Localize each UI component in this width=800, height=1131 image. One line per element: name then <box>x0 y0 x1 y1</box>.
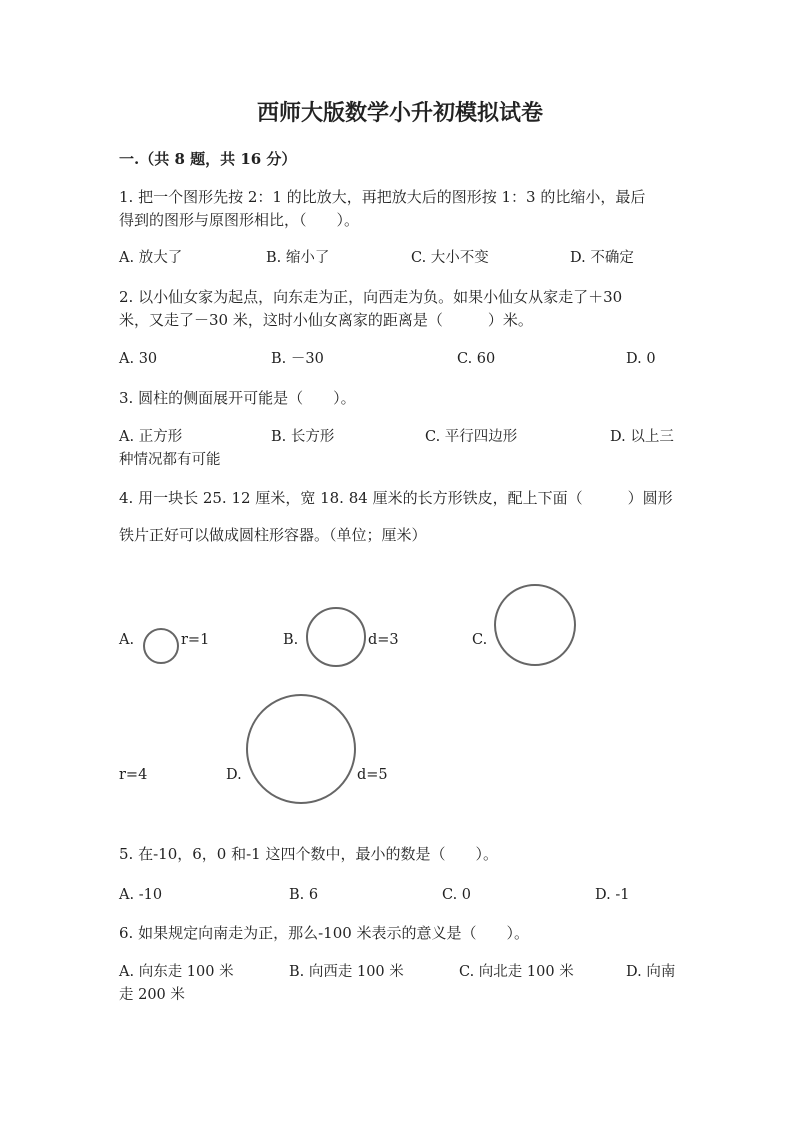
circle-d-figure <box>246 694 356 804</box>
question-2-line-1: 2. 以小仙女家为起点，向东走为正，向西走为负。如果小仙女从家走了＋30 <box>119 288 623 306</box>
question-3-option-c[interactable]: C. 平行四边形 <box>425 429 518 445</box>
question-2-option-b[interactable]: B. －30 <box>271 351 324 367</box>
question-2-option-a[interactable]: A. 30 <box>119 351 158 367</box>
question-6-option-a[interactable]: A. 向东走 100 米 <box>119 964 234 980</box>
question-5-option-b[interactable]: B. 6 <box>289 887 319 903</box>
circle-a-figure <box>143 628 179 664</box>
question-2-line-2: 米，又走了－30 米，这时小仙女离家的距离是（ ）米。 <box>119 311 533 329</box>
question-4-option-a-label[interactable]: A. <box>119 632 135 648</box>
question-3-option-b[interactable]: B. 长方形 <box>271 429 335 445</box>
question-4-option-b-label[interactable]: B. <box>283 632 299 648</box>
question-3-option-a[interactable]: A. 正方形 <box>119 429 183 445</box>
question-4-line-2: 铁片正好可以做成圆柱形容器。（单位；厘米） <box>119 526 427 544</box>
question-1-option-a[interactable]: A. 放大了 <box>119 250 183 266</box>
question-3-option-d-continued: 种情况都有可能 <box>119 452 221 468</box>
circle-b-figure <box>306 607 366 667</box>
question-3-option-d[interactable]: D. 以上三 <box>610 429 674 445</box>
question-4-option-c-value: r=4 <box>119 767 148 783</box>
question-5-option-c[interactable]: C. 0 <box>442 887 472 903</box>
question-1-option-d[interactable]: D. 不确定 <box>570 250 634 266</box>
question-4-option-a-value: r=1 <box>181 632 210 648</box>
question-4-option-d-label[interactable]: D. <box>226 767 242 783</box>
question-4-line-1: 4. 用一块长 25. 12 厘米，宽 18. 84 厘米的长方形铁皮，配上下面（ ）圆形 <box>119 489 673 507</box>
question-1-option-c[interactable]: C. 大小不变 <box>411 250 489 266</box>
question-5-option-a[interactable]: A. -10 <box>119 887 163 903</box>
question-2-option-c[interactable]: C. 60 <box>457 351 496 367</box>
question-3-line-1: 3. 圆柱的侧面展开可能是（ ）。 <box>119 389 356 407</box>
question-5-line-1: 5. 在-10，6，0 和-1 这四个数中，最小的数是（ ）。 <box>119 845 498 863</box>
circle-c-figure <box>494 584 576 666</box>
question-6-option-b[interactable]: B. 向西走 100 米 <box>289 964 404 980</box>
question-6-line-1: 6. 如果规定向南走为正，那么-100 米表示的意义是（ ）。 <box>119 924 530 942</box>
question-4-option-c-label[interactable]: C. <box>472 632 488 648</box>
section-heading: 一.（共 8 题，共 16 分） <box>119 150 297 168</box>
question-6-option-c[interactable]: C. 向北走 100 米 <box>459 964 574 980</box>
question-1-option-b[interactable]: B. 缩小了 <box>266 250 330 266</box>
question-2-option-d[interactable]: D. 0 <box>626 351 656 367</box>
question-4-option-d-value: d=5 <box>357 767 388 783</box>
question-6-option-d[interactable]: D. 向南 <box>626 964 676 980</box>
question-6-option-d-continued: 走 200 米 <box>119 987 185 1003</box>
question-4-option-b-value: d=3 <box>368 632 399 648</box>
page-title: 西师大版数学小升初模拟试卷 <box>256 100 543 126</box>
question-1-line-1: 1. 把一个图形先按 2：1 的比放大，再把放大后的图形按 1：3 的比缩小，最后 <box>119 188 646 206</box>
question-1-line-2: 得到的图形与原图形相比，（ ）。 <box>119 211 360 229</box>
question-5-option-d[interactable]: D. -1 <box>595 887 630 903</box>
